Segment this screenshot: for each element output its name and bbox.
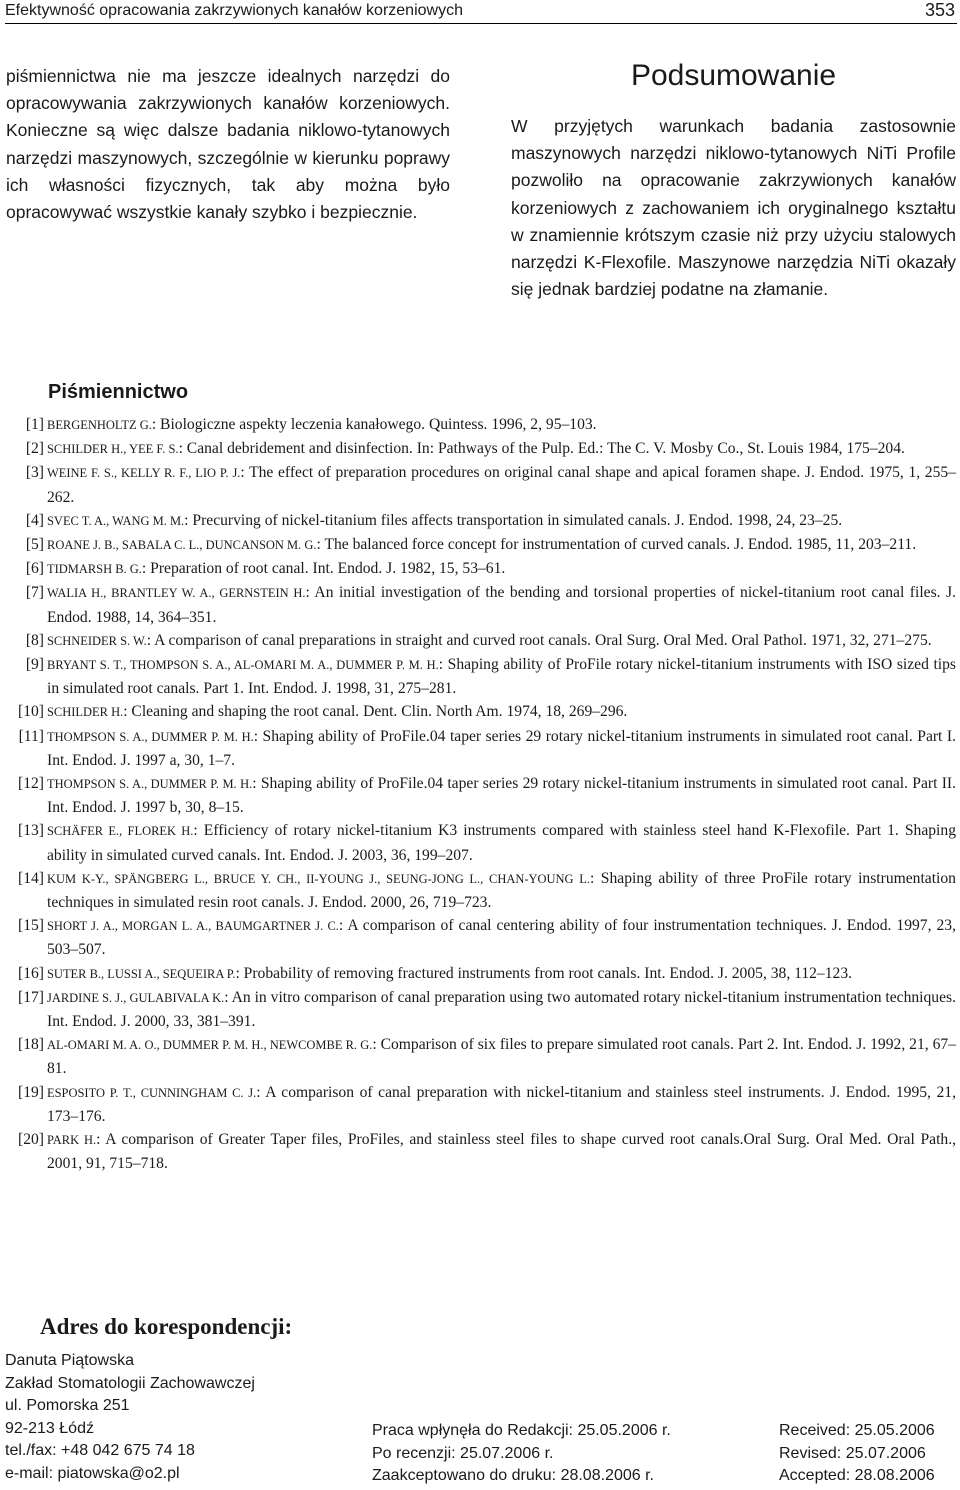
date-line-english: Accepted: 28.08.2006 <box>779 1467 935 1485</box>
reference-authors: SVEC T. A., WANG M. M. <box>47 513 185 528</box>
reference-authors: WALIA H., BRANTLEY W. A., GERNSTEIN H. <box>47 586 306 601</box>
reference-number: [1] <box>25 416 44 433</box>
reference-number: [18] <box>18 1036 44 1054</box>
reference-citation: : A comparison of Greater Taper files, ProFiles, and stainless steel files to shape curved root canals.Oral Surg. Oral Med. Oral Path., 2001, 91, 715–718. <box>47 1131 956 1173</box>
reference-citation: : Precurving of nickel-titanium files affects transportation in simulated canals. J. Endod. 1998, 24, 23–25. <box>184 511 843 529</box>
summary-paragraph: W przyjętych warunkach badania zastosownie maszynowych narzędzi niklowo-tytanowych NiTi Profile pozwoliło na opracowanie zakrzywionych kanałów korzeniowych z zachowaniem ich oryginalnego kształtu w znamiennie krótszym czasie niż przy użyciu stalowych narzędzi K-Flexofile. Maszynowe narzędzia NiTi okazały się jednak bardziej podatne na złamanie. <box>511 116 956 300</box>
running-header <box>5 0 957 24</box>
reference-citation: : A comparison of canal preparation with nickel-titanium and stainless steel instruments. J. Endod. 1995, 21, 173–176. <box>47 1083 957 1125</box>
reference-citation: : Shaping ability of three ProFile rotary instrumentation techniques in simulated resin root canals. J. Endod. 2000, 26, 719–723. <box>47 869 956 912</box>
reference-item <box>0 461 960 508</box>
reference-authors: BRYANT S. T., THOMPSON S. A., AL-OMARI M. A., DUMMER P. M. H. <box>47 658 439 673</box>
references-heading: Piśmiennictwo <box>48 381 189 403</box>
reference-item <box>0 653 960 700</box>
reference-number: [7] <box>25 584 44 602</box>
reference-citation: : Cleaning and shaping the root canal. Dent. Clin. North Am. 1974, 18, 269–296. <box>123 703 628 721</box>
reference-citation: : Shaping ability of ProFile.04 taper series 29 rotary nickel-titanium instruments in simulated root canal. Part I. Int. Endod. J. 1997 a, 30, 1–7. <box>47 727 956 769</box>
reference-item <box>0 437 960 461</box>
reference-item <box>0 629 960 653</box>
reference-authors: SHORT J. A., MORGAN L. A., BAUMGARTNER J. C. <box>47 919 339 934</box>
right-column <box>511 113 956 303</box>
reference-authors: WEINE F. S., KELLY R. F., LIO P. J. <box>47 466 241 481</box>
reference-authors: SCHILDER H. <box>47 705 124 720</box>
left-column <box>6 63 450 226</box>
reference-item <box>0 1033 960 1080</box>
reference-item <box>0 533 960 557</box>
reference-citation: : Comparison of six files to prepare simulated root canals. Part 2. Int. Endod. J. 1992, 21, 67–81. <box>47 1036 956 1078</box>
address-line: ul. Pomorska 251 <box>5 1397 130 1415</box>
reference-item <box>0 413 960 437</box>
reference-item <box>0 962 960 986</box>
reference-citation: : Shaping ability of ProFile rotary nickel-titanium instruments with ISO sized tips in simulated root canals. Part 1. Int. Endod. J. 1998, 31, 275–281. <box>47 656 956 698</box>
reference-authors: ESPOSITO P. T., CUNNINGHAM C. J. <box>47 1085 257 1100</box>
date-line-polish: Praca wpłynęła do Redakcji: 25.05.2006 r. <box>372 1422 671 1439</box>
dates-english <box>779 1420 935 1488</box>
reference-citation: : Preparation of root canal. Int. Endod. J. 1982, 15, 53–61. <box>141 560 506 578</box>
reference-citation: : A comparison of canal preparations in straight and curved root canals. Oral Surg. Oral Med. Oral Pathol. 1971, 32, 271–275. <box>146 631 932 649</box>
reference-item <box>0 1081 960 1128</box>
reference-item <box>0 986 960 1033</box>
reference-authors: THOMPSON S. A., DUMMER P. M. H. <box>47 777 253 792</box>
reference-citation: : Biologiczne aspekty leczenia kanałowego. Quintess. 1996, 2, 95–103. <box>151 416 597 433</box>
running-title: Efektywność opracowania zakrzywionych kanałów korzeniowych <box>5 2 463 19</box>
reference-item <box>0 1128 960 1175</box>
correspondence-address <box>5 1350 255 1486</box>
reference-item <box>0 914 960 961</box>
reference-item <box>0 557 960 581</box>
reference-authors: SUTER B., LUSSI A., SEQUEIRA P. <box>47 966 236 981</box>
reference-number: [8] <box>25 631 44 649</box>
reference-number: [17] <box>18 988 44 1006</box>
reference-citation: : Shaping ability of ProFile.04 taper series 29 rotary nickel-titanium instruments in simulated root canal. Part II. Int. Endod. J. 1997 b, 30, 8–15. <box>47 775 956 817</box>
reference-number: [12] <box>18 775 44 793</box>
reference-citation: : Probability of removing fractured instruments from root canals. Int. Endod. J. 2005, 38, 112–123. <box>235 964 853 982</box>
reference-number: [6] <box>25 560 44 578</box>
reference-authors: PARK H. <box>47 1133 97 1148</box>
reference-item <box>0 700 960 724</box>
discussion-paragraph: piśmiennictwa nie ma jeszcze idealnych narzędzi do opracowywania zakrzywionych kanałów korzeniowych. Konieczne są więc dalsze badania niklowo-tytanowych narzędzi maszynowych, szczególnie w kierunku poprawy ich własności fizycznych, tak aby można było opracowywać wszystkie kanały szybko i bezpiecznie. <box>6 66 450 223</box>
reference-number: [4] <box>25 511 44 529</box>
address-line: Zakład Stomatologii Zachowawczej <box>5 1374 255 1392</box>
reference-number: [2] <box>25 440 44 458</box>
reference-citation: : The effect of preparation procedures on original canal shape and apical foramen shape. J. Endod. 1975, 1, 255–262. <box>47 464 956 506</box>
address-line: tel./fax: +48 042 675 74 18 <box>5 1442 195 1460</box>
date-line-polish: Po recenzji: 25.07.2006 r. <box>372 1444 554 1462</box>
reference-item <box>0 867 960 914</box>
page-number: 353 <box>924 0 955 20</box>
reference-authors: SCHNEIDER S. W. <box>47 633 147 648</box>
reference-number: [14] <box>18 869 44 887</box>
reference-citation: : The balanced force concept for instrumentation of curved canals. J. Endod. 1985, 11, 203–211. <box>316 536 917 554</box>
reference-number: [3] <box>25 464 44 482</box>
reference-item <box>0 772 960 819</box>
reference-citation: : A comparison of canal centering ability of four instrumentation techniques. J. Endod. 1997, 23, 503–507. <box>47 917 956 959</box>
reference-authors: THOMPSON S. A., DUMMER P. M. H. <box>47 729 254 744</box>
reference-authors: TIDMARSH B. G. <box>47 562 142 577</box>
reference-item <box>0 581 960 628</box>
reference-number: [5] <box>25 536 44 554</box>
reference-number: [10] <box>18 703 44 721</box>
address-line: e-mail: piatowska@o2.pl <box>5 1464 180 1482</box>
reference-list <box>0 413 960 1176</box>
reference-authors: BERGENHOLTZ G. <box>47 418 152 432</box>
reference-authors: SCHILDER H., YEE F. S. <box>47 442 179 457</box>
reference-number: [20] <box>18 1131 44 1149</box>
reference-number: [16] <box>18 964 44 982</box>
reference-item <box>0 819 960 866</box>
reference-authors: ROANE J. B., SABALA C. L., DUNCANSON M. G. <box>47 538 317 553</box>
reference-item <box>0 725 960 772</box>
address-line: 92-213 Łódź <box>5 1419 94 1437</box>
address-line: Danuta Piątowska <box>5 1352 134 1369</box>
correspondence-heading: Adres do korespondencji: <box>40 1314 293 1339</box>
reference-number: [15] <box>18 917 44 935</box>
dates-polish <box>372 1420 671 1488</box>
reference-citation: : An in vitro comparison of canal preparation using two automated rotary nickel-titanium instrumentation techniques. Int. Endod. J. 2000, 33, 381–391. <box>47 988 956 1031</box>
reference-item <box>0 509 960 533</box>
date-line-english: Received: 25.05.2006 <box>779 1422 935 1439</box>
reference-citation: : Efficiency of rotary nickel-titanium K3 instruments compared with stainless steel hand K-Flexofile. Part 1. Shaping ability in simulated curved canals. Int. Endod. J. 2003, 36, 199–207. <box>47 822 956 864</box>
reference-authors: JARDINE S. J., GULABIVALA K. <box>47 990 225 1005</box>
reference-authors: SCHÄFER E., FLOREK H. <box>47 824 194 839</box>
reference-authors: KUM K-Y., SPÄNGBERG L., BRUCE Y. CH., II-YOUNG J., SEUNG-JONG L., CHAN-YOUNG L. <box>47 871 590 886</box>
date-line-polish: Zaakceptowano do druku: 28.08.2006 r. <box>372 1467 654 1485</box>
reference-number: [13] <box>18 822 44 840</box>
reference-citation: : Canal debridement and disinfection. In: Pathways of the Pulp. Ed.: The C. V. Mosby Co., St. Louis 1984, 175–204. <box>178 440 905 458</box>
date-line-english: Revised: 25.07.2006 <box>779 1444 926 1462</box>
reference-authors: AL-OMARI M. A. O., DUMMER P. M. H., NEWCOMBE R. G. <box>47 1038 373 1053</box>
reference-number: [19] <box>18 1083 44 1101</box>
summary-heading: Podsumowanie <box>630 59 837 92</box>
reference-number: [11] <box>18 727 44 745</box>
reference-number: [9] <box>25 656 44 674</box>
reference-citation: : An initial investigation of the bending and torsional properties of nickel-titanium root canal files. J. Endod. 1988, 14, 364–351. <box>47 584 956 626</box>
